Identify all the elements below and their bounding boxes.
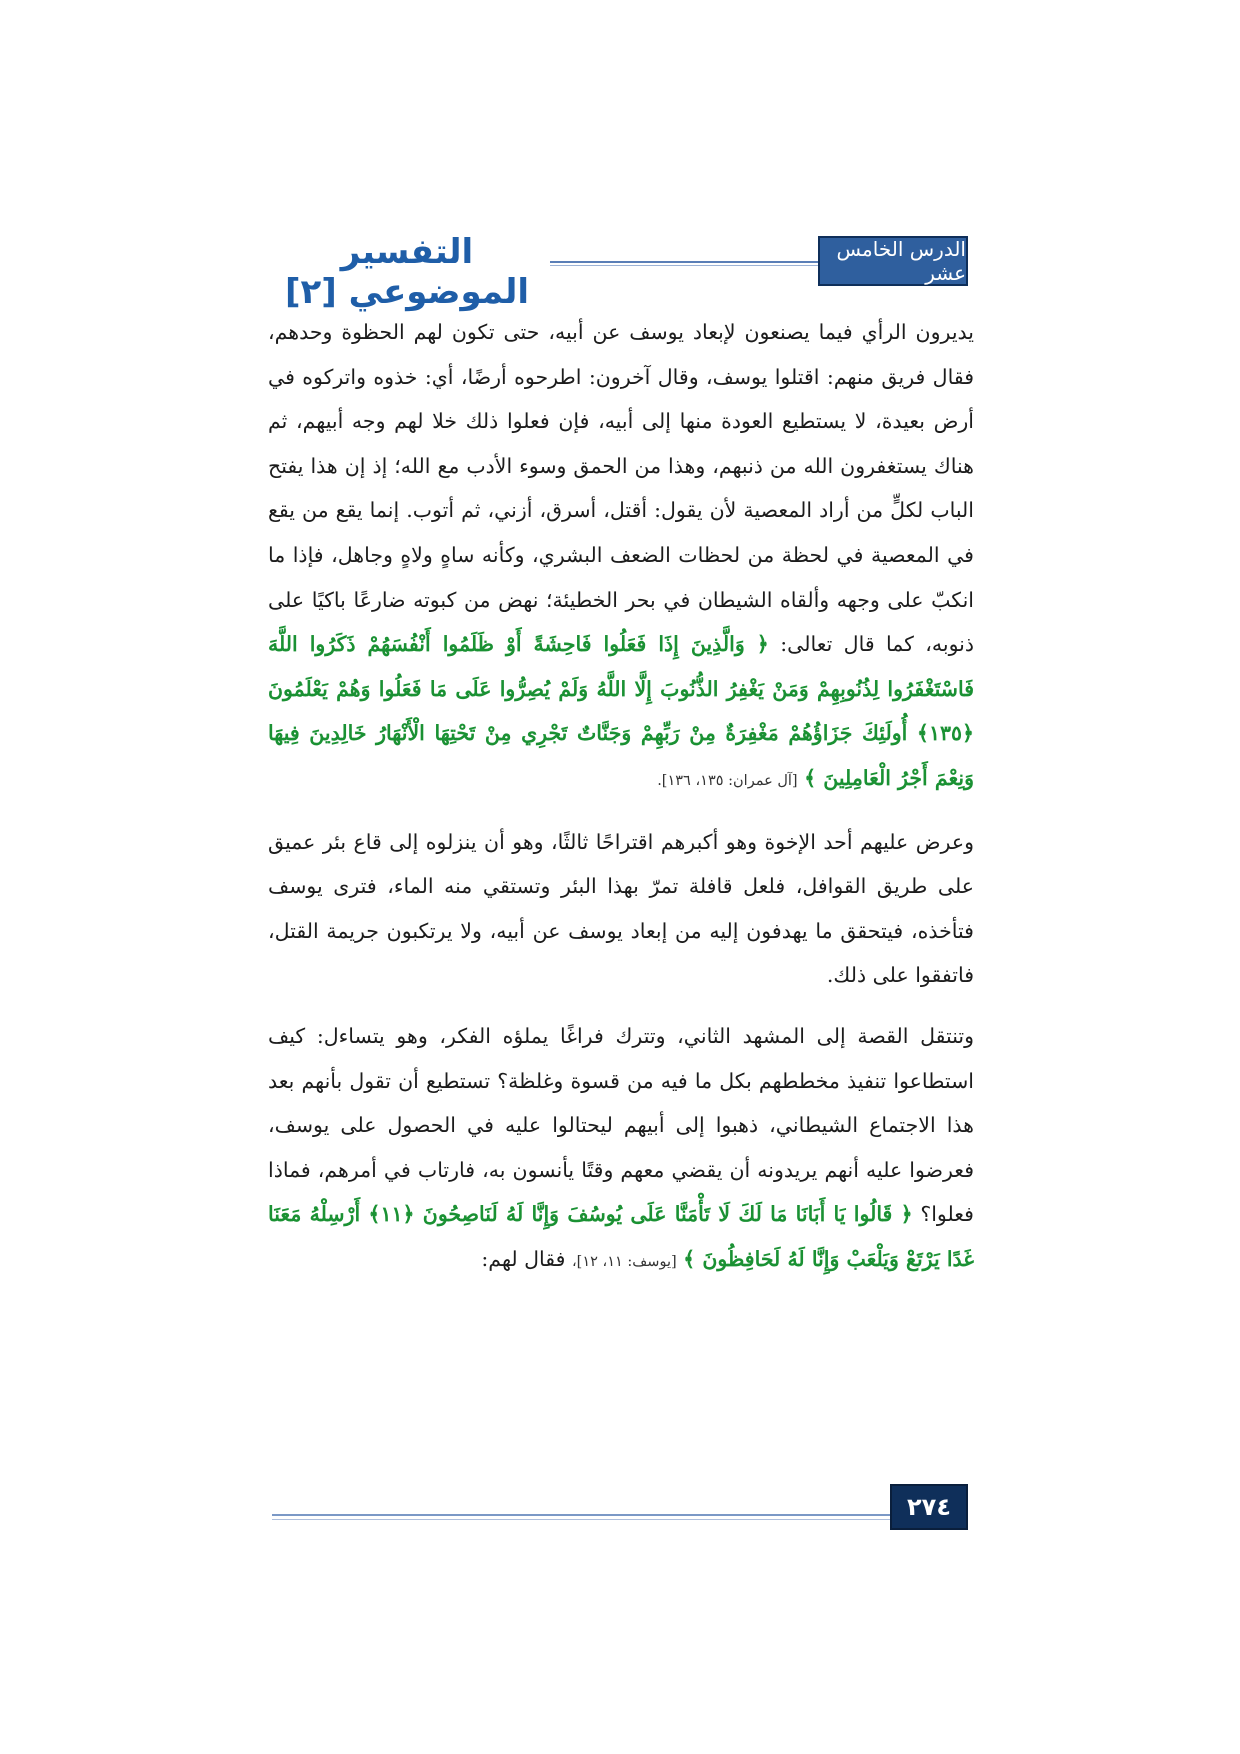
page-footer bbox=[0, 1484, 1240, 1530]
quran-verse-yusuf: ﴿ قَالُوا يَا أَبَانَا مَا لَكَ لَا تَأْمَنَّا عَلَى يُوسُفَ وَإِنَّا لَهُ لَنَاصِحُونَ ﴿١١﴾ أَرْسِلْهُ مَعَنَا غَدًا يَرْتَعْ وَيَلْعَبْ وَإِنَّا لَهُ لَحَافِظُونَ ﴾ bbox=[268, 1202, 974, 1271]
book-title: التفسير الموضوعي [٢] bbox=[284, 232, 529, 312]
paragraph-1-text: يديرون الرأي فيما يصنعون لإبعاد يوسف عن أبيه، حتى تكون لهم الحظوة وحدهم، فقال فريق منهم: اقتلوا يوسف، وقال آخرون: اطرحوه أرضًا، أي: خذوه واتركوه في أرض بعيدة، لا يستطيع العودة منها إلى أبيه، فإن فعلوا ذلك خلا لهم وجه أبيهم، ثم هناك يستغفرون الله من ذنبهم، وهذا من الحمق وسوء الأدب مع الله؛ إذ إن هذا يفتح الباب لكلٍّ من أراد المعصية لأن يقول: أقتل، أسرق، أزني، ثم أتوب. إنما يقع من يقع في المعصية في لحظة من لحظات الضعف البشري، وكأنه ساهٍ ولاهٍ وجاهل، فإذا ما انكبّ على وجهه وألقاه الشيطان في بحر الخطيئة؛ نهض من كبوته ضارعًا باكيًا على ذنوبه، كما قال تعالى: bbox=[268, 320, 974, 657]
paragraph-3-text: وتنتقل القصة إلى المشهد الثاني، وتترك فراغًا يملؤه الفكر، وهو يتساءل: كيف استطاعوا تنفيذ مخططهم بكل ما فيه من قسوة وغلظة؟ تستطيع أن تقول بأنهم بعد هذا الاجتماع الشيطاني، ذهبوا إلى أبيهم ليحتالوا عليه في الحصول على يوسف، فعرضوا عليه أنهم يريدونه أن يقضي معهم وقتًا يأنسون به، فارتاب في أمرهم، فماذا فعلوا؟ bbox=[268, 1023, 974, 1227]
lesson-badge bbox=[818, 236, 968, 286]
paragraph-1 bbox=[268, 310, 974, 804]
page-body bbox=[268, 310, 974, 1284]
footer-rule-thin bbox=[272, 1519, 964, 1520]
quran-verse-al-imran: ﴿ وَالَّذِينَ إِذَا فَعَلُوا فَاحِشَةً أَوْ ظَلَمُوا أَنْفُسَهُمْ ذَكَرُوا اللَّهَ فَاسْتَغْفَرُوا لِذُنُوبِهِمْ وَمَنْ يَغْفِرُ الذُّنُوبَ إِلَّا اللَّهُ وَلَمْ يُصِرُّوا عَلَى مَا فَعَلُوا وَهُمْ يَعْلَمُونَ ﴿١٣٥﴾ أُولَئِكَ جَزَاؤُهُمْ مَغْفِرَةٌ مِنْ رَبِّهِمْ وَجَنَّاتٌ تَجْرِي مِنْ تَحْتِهَا الْأَنْهَارُ خَالِدِينَ فِيهَا وَنِعْمَ أَجْرُ الْعَامِلِينَ ﴾ bbox=[268, 632, 974, 790]
page-header bbox=[0, 228, 1240, 312]
page-number: ٢٧٤ bbox=[907, 1493, 951, 1521]
verse-reference-yusuf: [يوسف: ١١، ١٢]، bbox=[572, 1253, 677, 1270]
lesson-label: الدرس الخامس عشر bbox=[836, 237, 966, 285]
page-number-badge bbox=[890, 1484, 968, 1530]
footer-rule bbox=[272, 1514, 964, 1516]
verse-reference-al-imran: [آل عمران: ١٣٥، ١٣٦]. bbox=[657, 772, 798, 789]
paragraph-2 bbox=[268, 820, 974, 998]
paragraph-3 bbox=[268, 1014, 974, 1285]
paragraph-3-tail: فقال لهم: bbox=[481, 1246, 566, 1271]
paragraph-2-text: وعرض عليهم أحد الإخوة وهو أكبرهم اقتراحًا ثالثًا، وهو أن ينزلوه إلى قاع بئر عميق على طريق القوافل، فلعل قافلة تمرّ بهذا البئر وتستقي منه الماء، فترى يوسف فتأخذه، فيتحقق ما يهدفون إليه من إبعاد يوسف عن أبيه، ولا يرتكبون جريمة القتل، فاتفقوا على ذلك. bbox=[268, 829, 974, 988]
